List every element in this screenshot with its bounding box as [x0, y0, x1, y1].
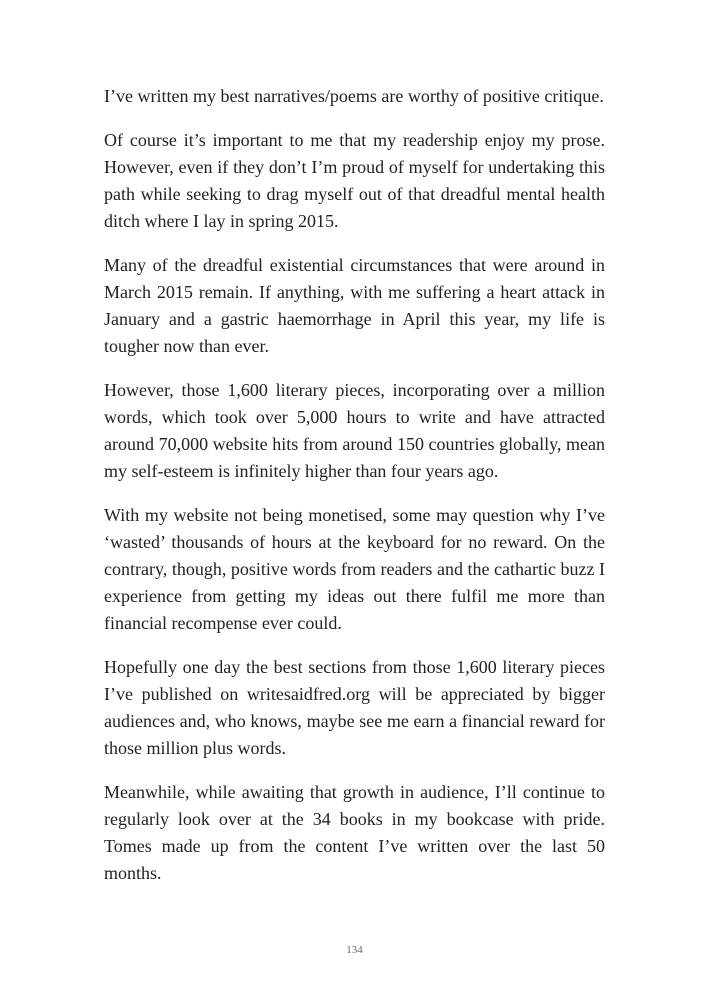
paragraph: Many of the dreadful existential circumstances that were around in March 2015 remain. If anything, with me suffering a heart attack in January and a gastric haemorrhage in April this year, my life is tougher now than ever.	[104, 255, 605, 356]
paragraph: I’ve written my best narratives/poems are worthy of positive critique.	[104, 86, 604, 106]
paragraph: Of course it’s important to me that my readership enjoy my prose. However, even if they don’t I’m proud of myself for undertaking this path while seeking to drag myself out of that dreadful mental health ditch where I lay in spring 2015.	[104, 130, 605, 231]
paragraph: However, those 1,600 literary pieces, incorporating over a million words, which took over 5,000 hours to write and have attracted around 70,000 website hits from around 150 countries globally, mean my self-esteem is infinitely higher than four years ago.	[104, 380, 605, 481]
paragraph: Meanwhile, while awaiting that growth in audience, I’ll continue to regularly look over at the 34 books in my bookcase with pride. Tomes made up from the content I’ve written over the last 50 months.	[104, 782, 605, 883]
paragraph: Hopefully one day the best sections from those 1,600 literary pieces I’ve published on writesaidfred.org will be appreciated by bigger audiences and, who knows, maybe see me earn a financial reward for those million plus words.	[104, 657, 605, 758]
body-text	[104, 83, 605, 904]
page-number: 134	[346, 944, 363, 956]
paragraph: With my website not being monetised, some may question why I’ve ‘wasted’ thousands of hours at the keyboard for no reward. On the contrary, though, positive words from readers and the cathartic buzz I experience from getting my ideas out there fulfil me more than financial recompense ever could.	[104, 505, 605, 633]
